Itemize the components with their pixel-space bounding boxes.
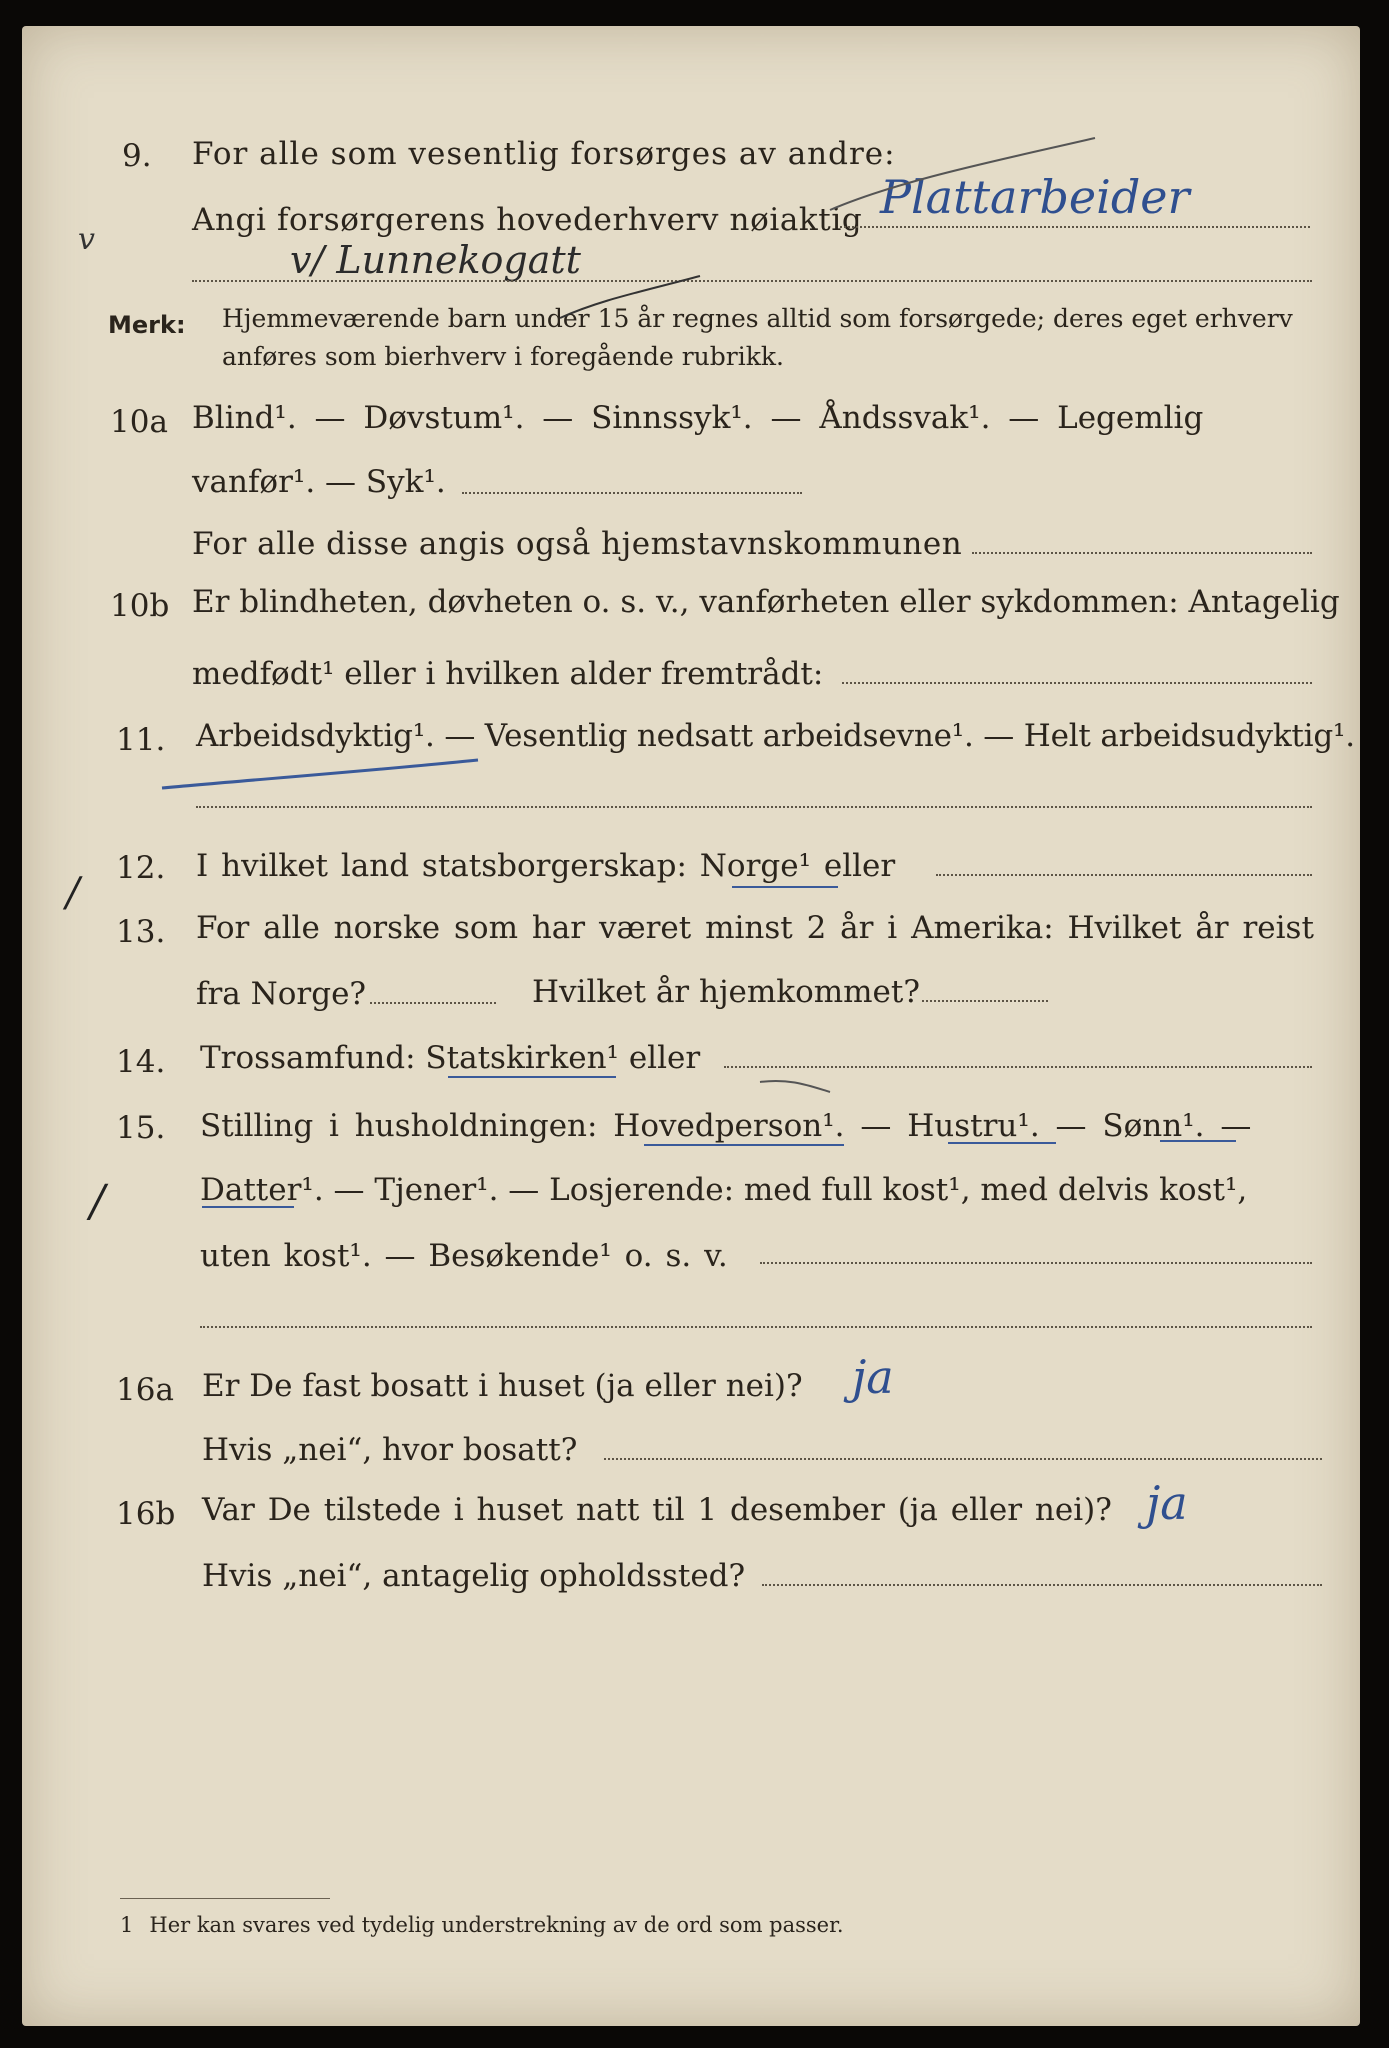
q13-line2a: fra Norge? (196, 976, 367, 1012)
footnote-text: Her kan svares ved tydelig understrekning av de ord som passer. (149, 1913, 844, 1937)
footnote (120, 1913, 844, 1937)
q16b-line2: Hvis „nei“, antagelig opholdssted? (202, 1558, 746, 1594)
q9-line2: Angi forsørgerens hovederhverv nøiaktig (192, 202, 863, 238)
q11-number: 11. (116, 722, 166, 758)
q12-line1: I hvilket land statsborgerskap: Norge¹ eller (196, 848, 896, 884)
q15-number: 15. (116, 1110, 166, 1146)
margin-check-mark-9: v (78, 222, 95, 257)
q12-number: 12. (116, 850, 166, 886)
q9-number: 9. (122, 138, 152, 174)
q16b-line1: Var De tilstede i huset natt til 1 desember (ja eller nei)? (202, 1492, 1112, 1528)
q10a-line2: vanfør¹. — Syk¹. (192, 464, 446, 500)
q15-line3: uten kost¹. — Besøkende¹ o. s. v. (200, 1238, 728, 1274)
q10a-line3: For alle disse angis også hjemstavnskommunen (192, 526, 963, 562)
q9-line1: For alle som vesentlig forsørges av andre: (192, 136, 896, 172)
merk-line1: Hjemmeværende barn under 15 år regnes alltid som forsørgede; deres eget erhverv (222, 304, 1293, 333)
q10b-number: 10b (110, 588, 170, 624)
merk-line2: anføres som bierhverv i foregående rubrikk. (222, 342, 784, 371)
q16a-number: 16a (116, 1372, 174, 1408)
q14-number: 14. (116, 1044, 166, 1080)
q16a-handwritten-answer: ja (852, 1350, 894, 1404)
q16a-line1: Er De fast bosatt i huset (ja eller nei)? (202, 1368, 803, 1404)
q16b-number: 16b (116, 1496, 176, 1532)
q10a-number: 10a (110, 404, 168, 440)
footnote-marker: 1 (120, 1913, 134, 1937)
q13-line1: For alle norske som har været minst 2 år i Amerika: Hvilket år reist (196, 910, 1314, 946)
margin-check-mark-15: / (90, 1176, 105, 1227)
q13-line2b: Hvilket år hjemkommet? (532, 974, 920, 1010)
q13-number: 13. (116, 914, 166, 950)
q10b-line2: medfødt¹ eller i hvilken alder fremtrådt: (192, 656, 824, 692)
q10b-line1: Er blindheten, døvheten o. s. v., vanførheten eller sykdommen: Antagelig (192, 584, 1340, 620)
footnote-rule (120, 1898, 330, 1899)
q10a-line1: Blind¹. — Døvstum¹. — Sinnssyk¹. — Åndssvak¹. — Legemlig (192, 400, 1204, 436)
q16b-handwritten-answer: ja (1146, 1476, 1188, 1530)
q9-handwritten-occupation: Plattarbeider (880, 170, 1190, 224)
q16a-line2: Hvis „nei“, hvor bosatt? (202, 1432, 578, 1468)
q9-handwritten-address: v/ Lunnekogatt (290, 238, 581, 282)
q11-line1: Arbeidsdyktig¹. — Vesentlig nedsatt arbeidsevne¹. — Helt arbeidsudyktig¹. (196, 718, 1355, 754)
q14-line1: Trossamfund: Statskirken¹ eller (200, 1040, 701, 1076)
q15-line1: Stilling i husholdningen: Hovedperson¹. — Hustru¹. — Sønn¹. — (200, 1108, 1252, 1144)
merk-label: Merk: (108, 311, 186, 339)
margin-check-mark-12: / (66, 870, 80, 916)
q15-line2: Datter¹. — Tjener¹. — Losjerende: med full kost¹, med delvis kost¹, (200, 1172, 1248, 1208)
